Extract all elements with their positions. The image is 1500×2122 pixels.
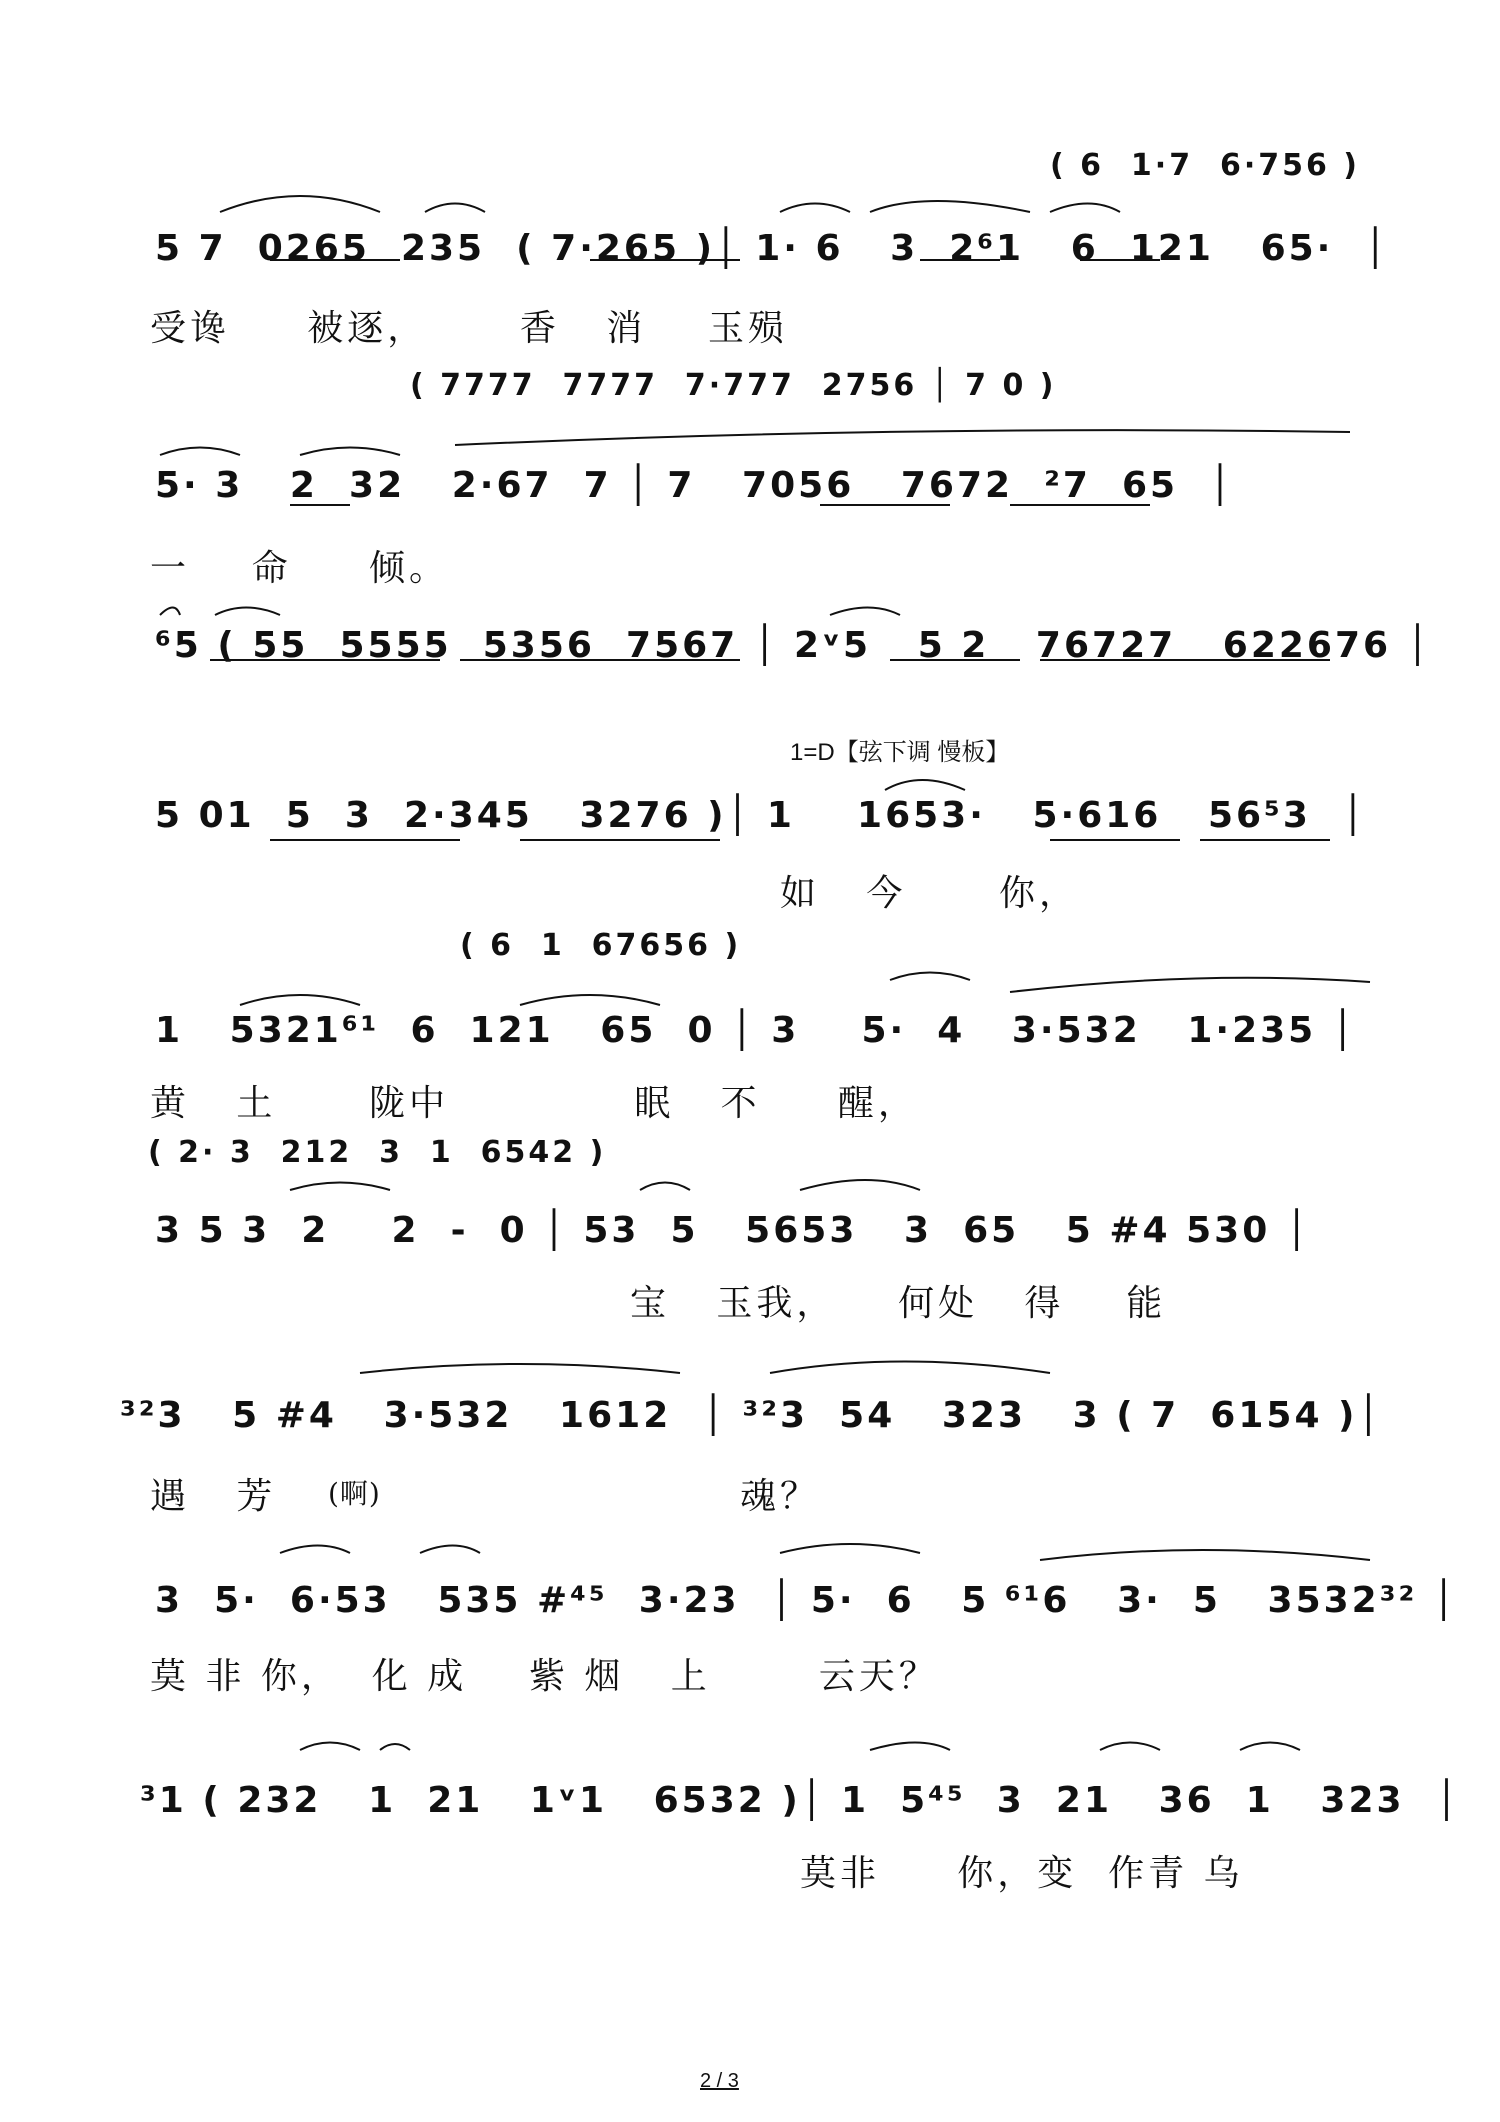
slur	[1050, 204, 1120, 213]
system5-notes: 1 5321⁶¹ 6 121 65 0 │ 3 5· 4 3·532 1·235 │	[155, 1010, 1357, 1051]
slur	[1010, 978, 1370, 992]
slur	[1100, 1743, 1160, 1751]
system8-lyrics: 莫 非 你， 化 成 紫 烟 上 云天？	[150, 1656, 939, 1697]
slur	[1240, 1743, 1300, 1751]
system7-lyrics-a: 遇 芳	[150, 1476, 292, 1517]
slur	[290, 1183, 390, 1191]
slur	[420, 1546, 480, 1554]
system6-intro: ( 2· 3 212 3 1 6542 )	[148, 1135, 607, 1170]
system7-notes: ³²3 5 #4 3·532 1612 │ ³²3 54 323 3 ( 7 6154 )│	[120, 1395, 1383, 1436]
slur	[220, 196, 380, 212]
slur	[380, 1744, 410, 1750]
system1-notes: 5 7 0265 235 ( 7·265 )│ 1· 6 3 2⁶1 6 121 65· │	[155, 228, 1390, 269]
slur	[280, 1546, 350, 1554]
system9-notes: ³1 ( 232 1 21 1ᵛ1 6532 )│ 1 5⁴⁵ 3 21 36 1 323 │	[140, 1780, 1461, 1821]
slur	[425, 204, 485, 213]
slur	[160, 608, 180, 616]
system1-lyrics: 受谗 被逐， 香 消 玉殒	[150, 308, 788, 349]
system9-lyrics: 莫非 你，变 作青 乌	[800, 1853, 1244, 1894]
slur	[160, 448, 240, 456]
slur	[780, 1544, 920, 1553]
slur	[1040, 1550, 1370, 1560]
slur	[360, 1364, 680, 1373]
slur	[830, 608, 900, 616]
key-signature: 1=D【弦下调 慢板】	[790, 739, 1010, 766]
system3-notes: ⁶5 ( 55 5555 5356 7567 │ 2ᵛ5 5 2 76727 622676 │	[155, 625, 1432, 666]
page-number: 2 / 3	[700, 2070, 739, 2092]
slur	[215, 608, 280, 616]
slur	[890, 973, 970, 981]
system8-notes: 3 5· 6·53 535 #⁴⁵ 3·23 │ 5· 6 5 ⁶¹6 3· 5 3532³² │	[155, 1580, 1458, 1621]
slur	[455, 430, 1350, 445]
system5-lyrics: 黄 土 陇中 眠 不 醒，	[150, 1083, 918, 1124]
system7-lyrics-b: 魂？	[740, 1476, 821, 1517]
system2-intro: ( 7777 7777 7·777 2756 │ 7 0 )	[410, 368, 1057, 403]
slur	[770, 1362, 1050, 1374]
system5-intro: ( 6 1 67656 )	[460, 928, 742, 963]
slur	[300, 448, 400, 456]
slur	[800, 1180, 920, 1190]
system1-intro: ( 6 1·7 6·756 )	[1050, 148, 1360, 183]
system2-lyrics: 一 命 倾。	[150, 548, 449, 589]
system2-notes: 5· 3 2 32 2·67 7 │ 7 7056 7672 ²7 65 │	[155, 465, 1234, 506]
system4-lyrics: 如 今 你，	[780, 873, 1079, 914]
slur	[640, 1183, 690, 1191]
slur	[240, 995, 360, 1005]
system6-notes: 3 5 3 2 2 - 0 │ 53 5 5653 3 65 5 #4 530 │	[155, 1210, 1311, 1251]
system6-lyrics: 宝 玉我， 何处 得 能	[630, 1283, 1167, 1324]
slur	[870, 201, 1030, 212]
system4-notes: 5 01 5 3 2·345 3276 )│ 1 1653· 5·616 56⁵3 │	[155, 795, 1367, 836]
slur	[520, 995, 660, 1005]
slur	[780, 204, 850, 213]
slur	[885, 780, 965, 790]
slur	[300, 1743, 360, 1751]
system7-lyrics-paren: (啊)	[328, 1477, 381, 1510]
slur	[870, 1743, 950, 1751]
